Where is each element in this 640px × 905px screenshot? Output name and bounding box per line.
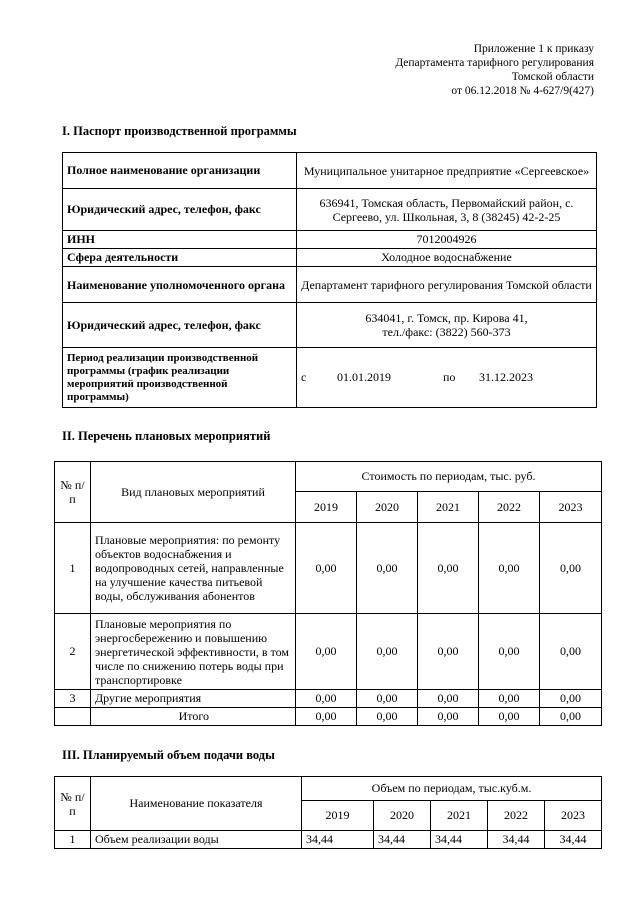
row-name: Плановые мероприятия: по ремонту объектов водоснабжения и водопроводных сетей, направленные на улучшение качества питьевой воды, обслуживания абонентов (91, 523, 296, 614)
row-num: 1 (55, 523, 91, 614)
row-name: Плановые мероприятия по энергосбережению и повышению энергетической эффективности, в том числе по снижению потерь воды при транспортировке (91, 614, 296, 690)
address-line: 634041, г. Томск, пр. Кирова 41, (365, 311, 528, 325)
from-prefix: с (301, 370, 307, 384)
table-row (63, 153, 597, 189)
row-value (297, 303, 597, 348)
row-label: Наименование уполномоченного органа (63, 267, 297, 303)
row-value: Департамент тарифного регулирования Томской области (297, 267, 597, 303)
year-header: 2021 (418, 492, 479, 523)
row-label: Полное наименование организации (63, 153, 297, 189)
table-row (63, 267, 597, 303)
year-header: 2019 (302, 801, 374, 831)
year-header: 2021 (431, 801, 488, 831)
table-row (63, 303, 597, 348)
row-value: Муниципальное унитарное предприятие «Сергеевское» (297, 153, 597, 189)
table-header-row (55, 462, 602, 492)
cost-cell: 0,00 (357, 523, 418, 614)
row-num: 3 (55, 690, 91, 708)
cost-cell: 0,00 (296, 690, 357, 708)
total-row (55, 708, 602, 726)
row-num: 2 (55, 614, 91, 690)
total-cell: 0,00 (479, 708, 540, 726)
header-line: Приложение 1 к приказу (473, 43, 594, 55)
section-1-title: I. Паспорт производственной программы (62, 124, 297, 138)
total-label: Итого (91, 708, 296, 726)
cost-cell: 0,00 (296, 523, 357, 614)
table-row (63, 189, 597, 231)
row-label: Период реализации производственной программы (график реализации мероприятий производственной программы) (63, 348, 297, 408)
cost-cell: 0,00 (540, 614, 602, 690)
table-row (55, 690, 602, 708)
section-3-title: III. Планируемый объем подачи воды (62, 748, 275, 762)
cost-cell: 0,00 (357, 614, 418, 690)
total-num-cell (55, 708, 91, 726)
year-header: 2023 (540, 492, 602, 523)
section-2-title: II. Перечень плановых мероприятий (62, 429, 271, 443)
col-volume-header: Объем по периодам, тыс.куб.м. (302, 777, 602, 801)
table-row (55, 614, 602, 690)
total-cell: 0,00 (540, 708, 602, 726)
water-volume-table (54, 776, 602, 849)
cost-cell: 0,00 (479, 690, 540, 708)
total-cell: 0,00 (296, 708, 357, 726)
year-header: 2022 (479, 492, 540, 523)
col-cost-header: Стоимость по периодам, тыс. руб. (296, 462, 602, 492)
col-num-header: № п/п (55, 462, 91, 523)
row-label: Юридический адрес, телефон, факс (63, 303, 297, 348)
row-name: Другие мероприятия (91, 690, 296, 708)
header-line: Томской области (511, 71, 594, 83)
table-row (55, 523, 602, 614)
volume-cell: 34,44 (545, 831, 602, 849)
row-value: Холодное водоснабжение (297, 249, 597, 267)
year-header: 2023 (545, 801, 602, 831)
cost-cell: 0,00 (540, 690, 602, 708)
phone-line: тел./факс: (3822) 560-373 (382, 325, 511, 339)
cost-cell: 0,00 (418, 523, 479, 614)
cost-cell: 0,00 (296, 614, 357, 690)
year-header: 2020 (357, 492, 418, 523)
table-header-row (55, 777, 602, 801)
volume-cell: 34,44 (302, 831, 374, 849)
period-cell (297, 348, 597, 408)
table-row (63, 348, 597, 408)
col-num-header: № п/п (55, 777, 91, 831)
year-header: 2019 (296, 492, 357, 523)
col-name-header: Вид плановых мероприятий (91, 462, 296, 523)
volume-cell: 34,44 (374, 831, 431, 849)
cost-cell: 0,00 (418, 690, 479, 708)
row-label: Сфера деятельности (63, 249, 297, 267)
header-line: от 06.12.2018 № 4-627/9(427) (451, 85, 594, 97)
cost-cell: 0,00 (540, 523, 602, 614)
total-cell: 0,00 (418, 708, 479, 726)
table-row (63, 249, 597, 267)
from-date: 01.01.2019 (337, 370, 391, 384)
period-range (301, 370, 592, 385)
to-date: 31.12.2023 (479, 370, 533, 384)
cost-cell: 0,00 (479, 523, 540, 614)
to-prefix: по (443, 370, 456, 384)
header-line: Департамента тарифного регулирования (395, 57, 594, 69)
col-name-header: Наименование показателя (91, 777, 302, 831)
passport-table (62, 152, 597, 408)
row-num: 1 (55, 831, 91, 849)
row-value: 7012004926 (297, 231, 597, 249)
total-cell: 0,00 (357, 708, 418, 726)
year-header: 2022 (488, 801, 545, 831)
year-header: 2020 (374, 801, 431, 831)
row-label: ИНН (63, 231, 297, 249)
table-row (63, 231, 597, 249)
cost-cell: 0,00 (418, 614, 479, 690)
row-name: Объем реализации воды (91, 831, 302, 849)
cost-cell: 0,00 (479, 614, 540, 690)
activities-table (54, 461, 602, 726)
volume-cell: 34,44 (488, 831, 545, 849)
row-label: Юридический адрес, телефон, факс (63, 189, 297, 231)
order-header (395, 42, 594, 98)
cost-cell: 0,00 (357, 690, 418, 708)
table-row (55, 831, 602, 849)
row-value: 636941, Томская область, Первомайский район, с. Сергеево, ул. Школьная, 3, 8 (38245) 42-2-25 (297, 189, 597, 231)
volume-cell: 34,44 (431, 831, 488, 849)
